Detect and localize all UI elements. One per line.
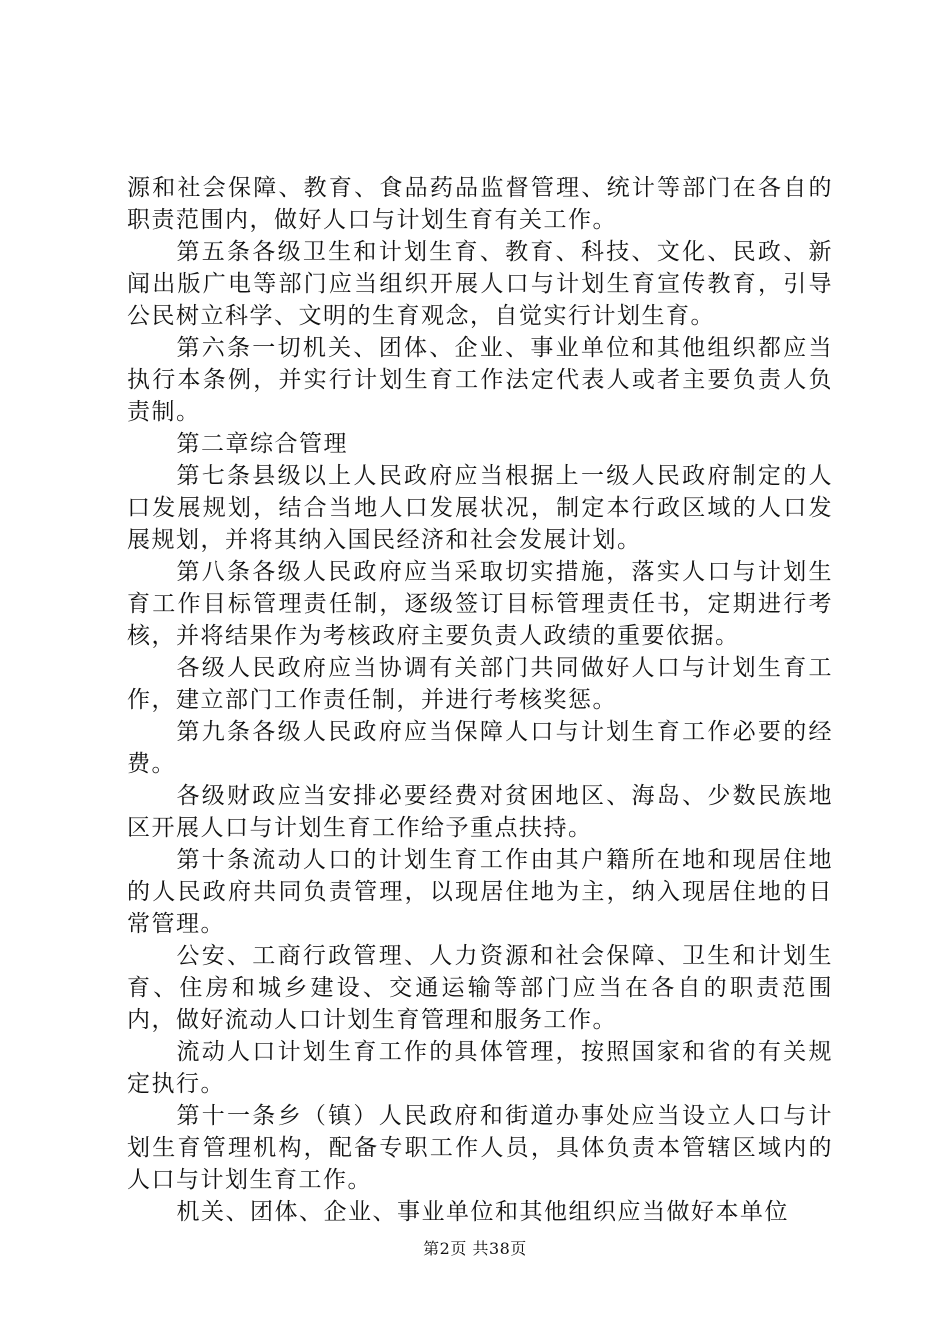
paragraph: 第六条一切机关、团体、企业、事业单位和其他组织都应当执行本条例，并实行计划生育工作法定代表人或者主要负责人负责制。 [127,335,833,425]
paragraph: 第八条各级人民政府应当采取切实措施，落实人口与计划生育工作目标管理责任制，逐级签订目标管理责任书，定期进行考核，并将结果作为考核政府主要负责人政绩的重要依据。 [127,559,833,649]
paragraph: 第十条流动人口的计划生育工作由其户籍所在地和现居住地的人民政府共同负责管理，以现居住地为主，纳入现居住地的日常管理。 [127,847,833,937]
paragraph: 第五条各级卫生和计划生育、教育、科技、文化、民政、新闻出版广电等部门应当组织开展人口与计划生育宣传教育，引导公民树立科学、文明的生育观念，自觉实行计划生育。 [127,239,833,329]
page-number-footer: 第2页 共38页 [423,1239,527,1258]
paragraph: 各级人民政府应当协调有关部门共同做好人口与计划生育工作，建立部门工作责任制，并进行考核奖惩。 [127,655,833,713]
paragraph: 源和社会保障、教育、食品药品监督管理、统计等部门在各自的职责范围内，做好人口与计划生育有关工作。 [127,175,833,233]
chapter-heading: 第二章综合管理 [176,431,348,457]
paragraph: 公安、工商行政管理、人力资源和社会保障、卫生和计划生育、住房和城乡建设、交通运输等部门应当在各自的职责范围内，做好流动人口计划生育管理和服务工作。 [127,943,833,1033]
paragraph: 机关、团体、企业、事业单位和其他组织应当做好本单位 [176,1199,789,1225]
paragraph: 第九条各级人民政府应当保障人口与计划生育工作必要的经费。 [127,719,833,777]
paragraph: 各级财政应当安排必要经费对贫困地区、海岛、少数民族地区开展人口与计划生育工作给予重点扶持。 [127,783,833,841]
document-body [127,172,833,1228]
paragraph: 第七条县级以上人民政府应当根据上一级人民政府制定的人口发展规划，结合当地人口发展状况，制定本行政区域的人口发展规划，并将其纳入国民经济和社会发展计划。 [127,463,833,553]
paragraph: 流动人口计划生育工作的具体管理，按照国家和省的有关规定执行。 [127,1039,833,1097]
paragraph: 第十一条乡（镇）人民政府和街道办事处应当设立人口与计划生育管理机构，配备专职工作人员，具体负责本管辖区域内的人口与计划生育工作。 [127,1103,833,1193]
